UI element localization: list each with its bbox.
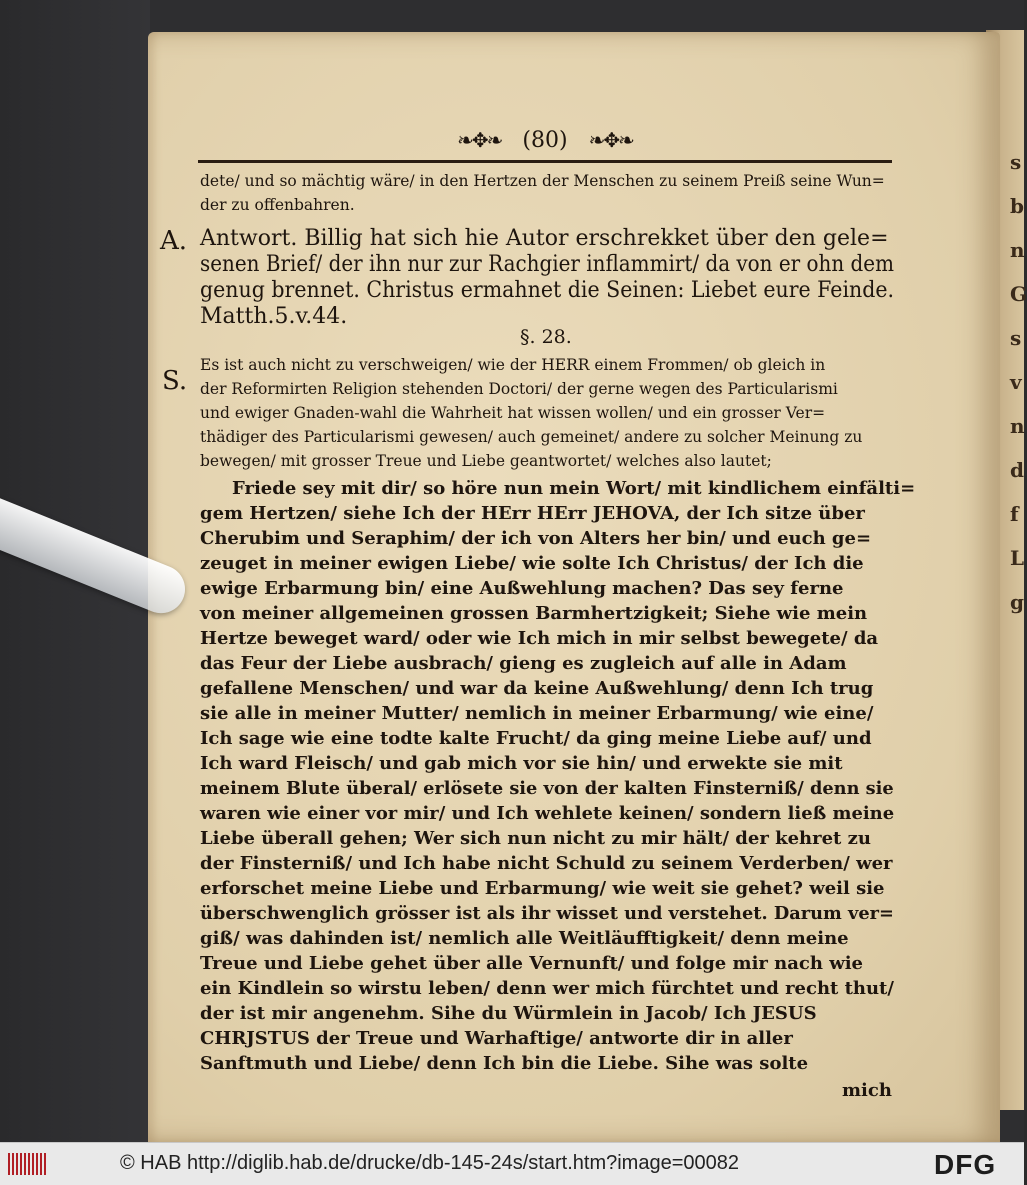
fraktur-line: Hertze beweget ward/ oder wie Ich mich in mir selbst bewegete/ da [200,628,879,649]
fraktur-line: ein Kindlein so wirstu leben/ denn wer mich fürchtet und recht thut/ [200,978,894,999]
fraktur-line: der ist mir angenehm. Sihe du Würmlein in Jacob/ Ich JESUS [200,1003,817,1024]
fraktur-line: gem Hertzen/ siehe Ich der HErr HErr JEHOVA, der Ich sitze über [200,503,865,524]
fraktur-line: Cherubim und Seraphim/ der ich von Alters her bin/ und euch ge= [200,528,872,549]
ornament-left-icon: ❧✥❧ [457,128,502,152]
speaker-marker: S. [162,366,188,396]
fraktur-line: Liebe überall gehen; Wer sich nun nicht zu mir hält/ der kehret zu [200,828,871,849]
answer-line: genug brennet. Christus ermahnet die Seinen: Liebet eure Feinde. [200,278,895,303]
answer-line: Matth.5.v.44. [200,304,348,329]
fraktur-line: giß/ was dahinden ist/ nemlich alle Weitläufftigkeit/ denn meine [200,928,849,949]
answer-line: senen Brief/ der ihn nur zur Rachgier inflammirt/ da von er ohn dem [200,252,894,277]
viewer-footer [0,1142,1024,1185]
text-line: bewegen/ mit grosser Treue und Liebe geantwortet/ welches also lautet; [200,452,772,470]
next-page-letters: s b n G s v n d f L g [1010,150,1027,614]
fraktur-line: ewige Erbarmung bin/ eine Außwehlung machen? Das sey ferne [200,578,844,599]
fraktur-line: erforschet meine Liebe und Erbarmung/ wie weit sie gehet? weil sie [200,878,885,899]
fraktur-line: das Feur der Liebe ausbrach/ gieng es zugleich auf alle in Adam [200,653,847,674]
answer-line: Antwort. Billig hat sich hie Autor erschrekket über den gele= [200,226,889,251]
page-header [200,128,890,153]
section-number: §. 28. [520,326,572,348]
catchword: mich [842,1080,892,1101]
text-line: dete/ und so mächtig wäre/ in den Hertzen der Menschen zu seinem Preiß seine Wun= [200,172,885,190]
dfg-logo[interactable]: DFG [934,1149,997,1180]
fraktur-line: überschwenglich grösser ist als ihr wisset und verstehet. Darum ver= [200,903,894,924]
header-rule [198,160,892,163]
fraktur-line: sie alle in meiner Mutter/ nemlich in meiner Erbarmung/ wie eine/ [200,703,874,724]
fraktur-line: Ich ward Fleisch/ und gab mich vor sie hin/ und erwekte sie mit [200,753,843,774]
ornament-right-icon: ❧✥❧ [588,128,633,152]
fraktur-line: CHRJSTUS der Treue und Warhaftige/ antworte dir in aller [200,1028,793,1049]
fraktur-line: waren wie einer vor mir/ und Ich wehlete keinen/ sondern ließ meine [200,803,895,824]
copyright-link[interactable]: © HAB http://diglib.hab.de/drucke/db-145-24s/start.htm?image=00082 [120,1152,739,1174]
text-line: der zu offenbahren. [200,196,355,214]
fraktur-line: zeuget in meiner ewigen Liebe/ wie solte Ich Christus/ der Ich die [200,553,864,574]
page-number: (80) [522,128,568,153]
library-logo-icon[interactable] [8,1153,46,1175]
fraktur-line: gefallene Menschen/ und war da keine Außwehlung/ denn Ich trug [200,678,874,699]
fraktur-line: von meiner allgemeinen grossen Barmhertzigkeit; Siehe wie mein [200,603,868,624]
fraktur-line: Sanftmuth und Liebe/ denn Ich bin die Liebe. Sihe was solte [200,1053,809,1074]
fraktur-line: Treue und Liebe gehet über alle Vernunft/ und folge mir nach wie [200,953,864,974]
text-line: und ewiger Gnaden-wahl die Wahrheit hat wissen wollen/ und ein grosser Ver= [200,404,826,422]
fraktur-line: meinem Blute überal/ erlösete sie von der kalten Finsterniß/ denn sie [200,778,894,799]
text-line: thädiger des Particularismi gewesen/ auch gemeinet/ andere zu solcher Meinung zu [200,428,863,446]
fraktur-line: Friede sey mit dir/ so höre nun mein Wort/ mit kindlichem einfälti= [232,478,916,499]
answer-marker: A. [160,226,188,256]
fraktur-line: der Finsterniß/ und Ich habe nicht Schuld zu seinem Verderben/ wer [200,853,893,874]
text-line: Es ist auch nicht zu verschweigen/ wie der HERR einem Frommen/ ob gleich in [200,356,826,374]
text-line: der Reformirten Religion stehenden Doctori/ der gerne wegen des Particularismi [200,380,838,398]
fraktur-line: Ich sage wie eine todte kalte Frucht/ da ging meine Liebe auf/ und [200,728,872,749]
